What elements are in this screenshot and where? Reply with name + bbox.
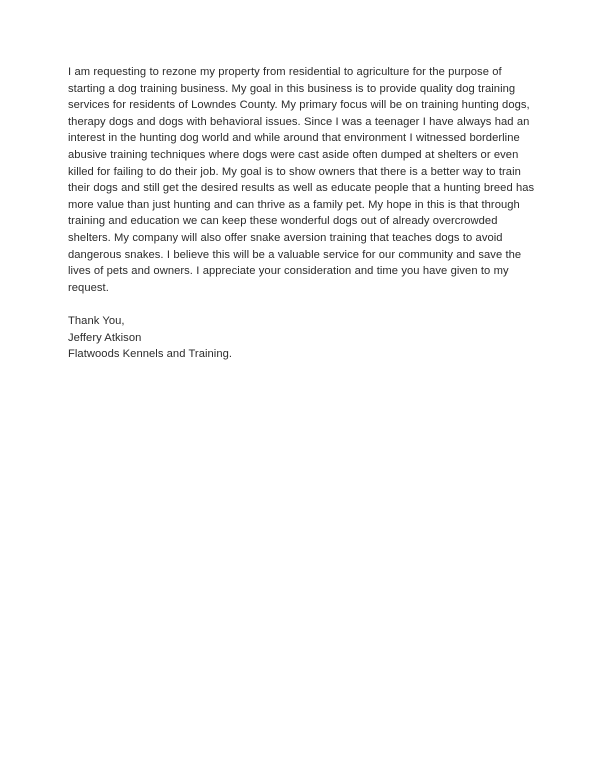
signature-name: Jeffery Atkison [68,331,142,344]
letter-body [68,64,538,363]
signature-organization: Flatwoods Kennels and Training. [68,348,233,361]
signature-closing: Thank You, [68,314,125,327]
signature-block [68,313,538,363]
letter-paragraph: I am requesting to rezone my property from residential to agriculture for the purpose of starting a dog training business. My goal in this business is to provide quality dog training services for residents of Lowndes County. My primary focus will be on training hunting dogs, therapy dogs and dogs with behavioral issues. Since I was a teenager I have always had an interest in the hunting dog world and while around that environment I witnessed borderline abusive training techniques where dogs were cast aside often dumped at shelters or even killed for failing to do their job. My goal is to show owners that there is a better way to train their dogs and still get the desired results as well as educate people that a hunting breed has more value than just hunting and can thrive as a family pet. My hope in this is that through training and education we can keep these wonderful dogs out of already overcrowded shelters. My company will also offer snake aversion training that teaches dogs to avoid dangerous snakes. I believe this will be a valuable service for our community and save the lives of pets and owners. I appreciate your consideration and time you have given to my request. [68,66,535,294]
